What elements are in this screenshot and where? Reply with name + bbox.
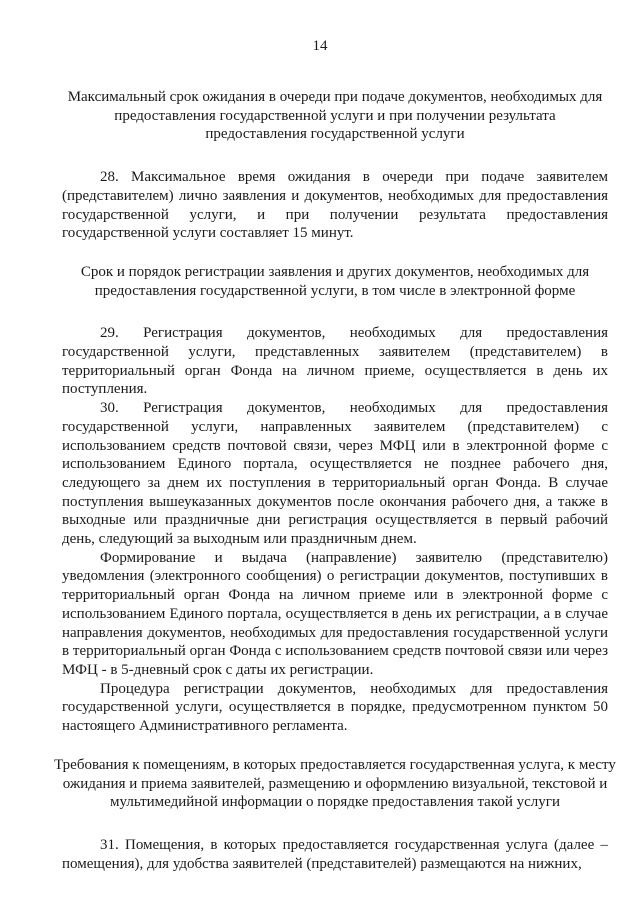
paragraph-29: 29. Регистрация документов, необходимых для предоставления государственной услуги, представленных заявителем (представителем) в территориальный орган Фонда на личном приеме, осуществляется в день их поступления. <box>62 325 608 398</box>
page-number: 14 <box>312 38 328 54</box>
paragraph-30-notification: Формирование и выдача (направление) заявителю (представителю) уведомления (электронного сообщения) о регистрации документов, поступивших в территориальный орган Фонда на личном приеме или в электронной форме с использованием Единого портала, осуществляется в день их регистрации, а в случае направления документов, необходимых для предоставления государственной услуги в территориальный орган Фонда с использованием средств почтовой связи или через МФЦ - в 5-дневный срок с даты их регистрации. <box>62 549 608 678</box>
document-body <box>54 88 616 873</box>
section-heading-registration: Срок и порядок регистрации заявления и других документов, необходимых для предоставления государственной услуги, в том числе в электронной форме <box>80 263 590 299</box>
paragraph-30: 30. Регистрация документов, необходимых для предоставления государственной услуги, направленных заявителем (представителем) с использованием средств почтовой связи, через МФЦ или в электронной форме с использованием Единого портала, осуществляется не позднее рабочего дня, следующего за днем их поступления в территориальный орган Фонда. В случае поступления вышеуказанных документов после окончания рабочего дня, а также в выходные или праздничные дни регистрация осуществляется в первый рабочий день, следующий за выходным или праздничным днем. <box>62 400 608 548</box>
paragraph-28: 28. Максимальное время ожидания в очереди при подаче заявителем (представителем) лично заявления и документов, необходимых для предоставления государственной услуги, и при получении результата предоставления государственной услуги составляет 15 минут. <box>62 169 608 242</box>
section-heading-premises: Требования к помещениям, в которых предоставляется государственная услуга, к месту ожидания и приема заявителей, размещению и оформлению визуальной, текстовой и мультимедийной информации о порядке предоставления такой услуги <box>54 756 616 811</box>
paragraph-31: 31. Помещения, в которых предоставляется государственная услуга (далее – помещения), для удобства заявителей (представителей) размещаются на нижних, <box>62 836 608 872</box>
paragraph-30-procedure: Процедура регистрации документов, необходимых для предоставления государственной услуги, осуществляется в порядке, предусмотренном пунктом 50 настоящего Административного регламента. <box>62 680 608 735</box>
section-heading-waiting-time: Максимальный срок ожидания в очереди при подаче документов, необходимых для предоставления государственной услуги и при получении результата предоставления государственной услуги <box>67 89 603 143</box>
